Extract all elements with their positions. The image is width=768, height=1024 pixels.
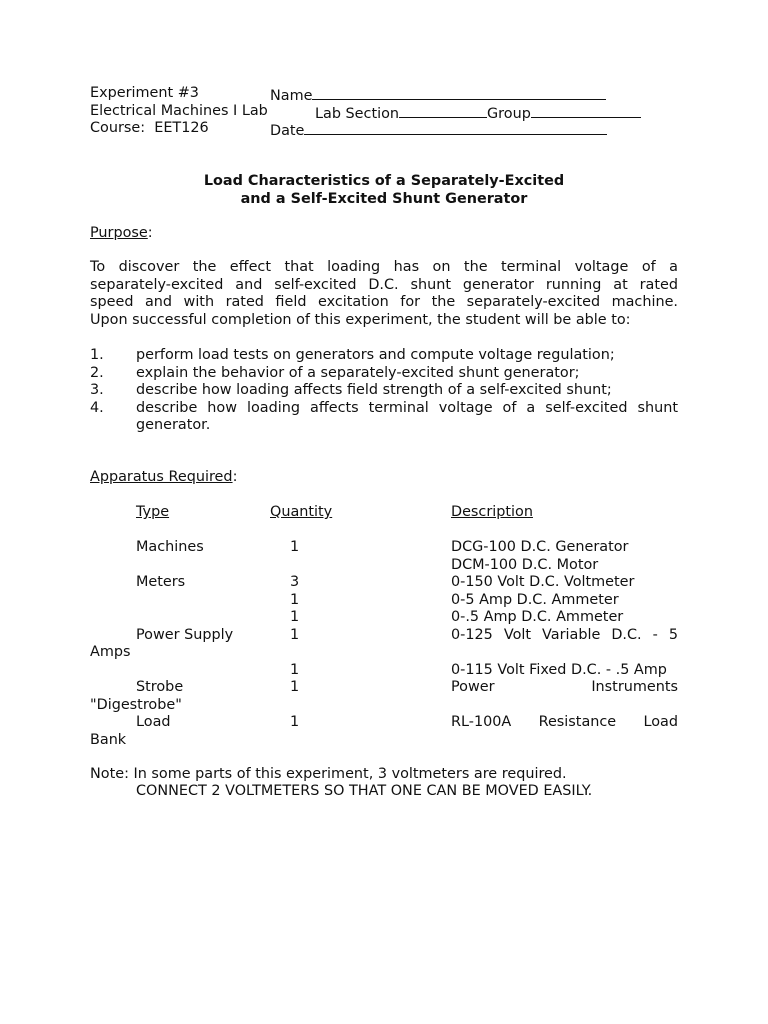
apparatus-quantity: 1 bbox=[290, 609, 300, 625]
objective-text: describe how loading affects terminal voltage of a self-excited shunt bbox=[136, 399, 678, 416]
objective-text-continued: generator. bbox=[136, 417, 211, 433]
apparatus-heading-text: Apparatus Required bbox=[90, 469, 233, 485]
apparatus-description: Power Instruments bbox=[451, 679, 678, 695]
apparatus-description-wrap: Amps bbox=[90, 644, 131, 660]
note-line-1: Note: In some parts of this experiment, 3 voltmeters are required. bbox=[90, 766, 567, 782]
apparatus-type: Machines bbox=[136, 539, 204, 555]
apparatus-description-wrap: Bank bbox=[90, 731, 127, 748]
objective-text: explain the behavior of a separately-excited shunt generator; bbox=[136, 364, 580, 381]
apparatus-quantity: 1 bbox=[290, 539, 300, 555]
purpose-line-1: To discover the effect that loading has on the terminal voltage of a bbox=[90, 259, 678, 275]
lab-section-text: Lab Section bbox=[315, 106, 400, 122]
name-blank bbox=[312, 85, 606, 100]
document-title-line2: and a Self-Excited Shunt Generator bbox=[240, 191, 528, 207]
apparatus-quantity: 1 bbox=[290, 679, 300, 695]
apparatus-type: Strobe bbox=[136, 679, 184, 695]
apparatus-description: 0-125 Volt Variable D.C. - 5 bbox=[451, 626, 678, 643]
apparatus-heading bbox=[90, 469, 237, 486]
document-title-line1: Load Characteristics of a Separately-Excited bbox=[203, 173, 565, 189]
apparatus-type: Meters bbox=[136, 574, 186, 590]
date-label bbox=[270, 120, 607, 140]
apparatus-description: 0-115 Volt Fixed D.C. - .5 Amp bbox=[451, 661, 667, 678]
name-label-text: Name bbox=[270, 88, 313, 104]
apparatus-description: DCM-100 D.C. Motor bbox=[451, 556, 599, 573]
apparatus-description: 0-5 Amp D.C. Ammeter bbox=[451, 591, 619, 608]
apparatus-quantity: 1 bbox=[290, 626, 300, 643]
purpose-line-3: speed and with rated field excitation for the separately-excited machine. bbox=[90, 294, 678, 310]
objective-number: 4. bbox=[90, 399, 104, 416]
objective-text: describe how loading affects field strength of a self-excited shunt; bbox=[136, 382, 612, 398]
apparatus-quantity: 1 bbox=[290, 714, 300, 730]
column-header-type: Type bbox=[136, 504, 170, 520]
date-label-text: Date bbox=[270, 123, 305, 139]
apparatus-description-wrap: "Digestrobe" bbox=[90, 696, 182, 713]
date-blank bbox=[304, 120, 607, 135]
apparatus-colon: : bbox=[232, 469, 238, 485]
apparatus-quantity: 1 bbox=[290, 591, 300, 608]
lab-section-blank bbox=[399, 103, 487, 118]
column-header-quantity: Quantity bbox=[270, 504, 333, 520]
apparatus-type: Power Supply bbox=[136, 626, 234, 643]
apparatus-type: Load bbox=[136, 714, 171, 730]
purpose-colon: : bbox=[147, 225, 153, 241]
apparatus-description: 0-.5 Amp D.C. Ammeter bbox=[451, 609, 624, 625]
apparatus-description: DCG-100 D.C. Generator bbox=[451, 539, 629, 555]
apparatus-description: RL-100A Resistance Load bbox=[451, 714, 678, 730]
apparatus-description: 0-150 Volt D.C. Voltmeter bbox=[451, 574, 635, 590]
course-label: Course: EET126 bbox=[90, 120, 209, 136]
purpose-line-4: Upon successful completion of this experiment, the student will be able to: bbox=[90, 311, 631, 328]
column-header-description: Description bbox=[451, 504, 533, 520]
objective-number: 3. bbox=[90, 382, 104, 398]
objective-number: 1. bbox=[90, 347, 104, 363]
name-label bbox=[270, 85, 606, 105]
group-label-text: Group bbox=[487, 106, 531, 122]
objective-number: 2. bbox=[90, 364, 104, 381]
experiment-number: Experiment #3 bbox=[90, 85, 199, 101]
note-line-2: CONNECT 2 VOLTMETERS SO THAT ONE CAN BE MOVED EASILY. bbox=[136, 783, 593, 799]
purpose-heading-text: Purpose bbox=[90, 225, 148, 241]
group-blank bbox=[531, 103, 641, 118]
objective-text: perform load tests on generators and compute voltage regulation; bbox=[136, 347, 615, 363]
apparatus-quantity: 3 bbox=[290, 574, 300, 590]
purpose-line-2: separately-excited and self-excited D.C. shunt generator running at rated bbox=[90, 276, 678, 293]
purpose-heading bbox=[90, 225, 153, 242]
apparatus-quantity: 1 bbox=[290, 661, 300, 678]
lab-title: Electrical Machines I Lab bbox=[90, 103, 268, 119]
